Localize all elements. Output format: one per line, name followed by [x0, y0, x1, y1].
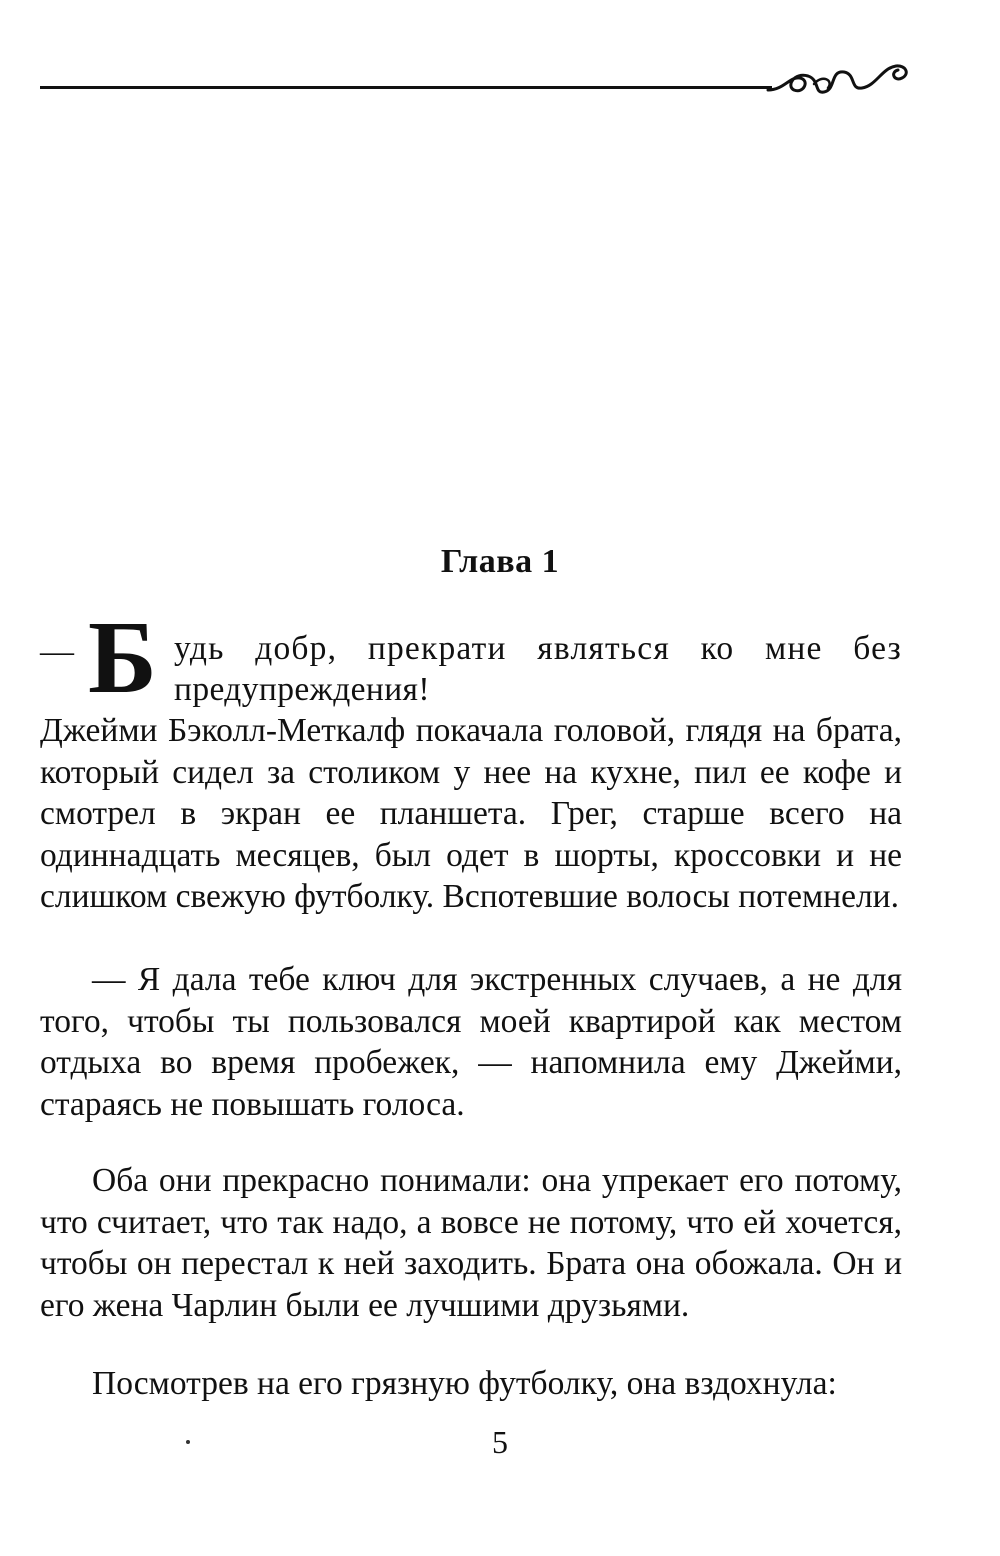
paragraph-2-block — [40, 959, 902, 1125]
paragraph-1-block — [40, 710, 902, 918]
opening-line-2: предупреждения! — [174, 671, 430, 708]
drop-cap-letter: Б — [88, 600, 157, 715]
paragraph-3-block — [40, 1160, 902, 1326]
paragraph-4: Посмотрев на его грязную футболку, она вздохнула: — [92, 1365, 837, 1402]
paragraph-4-block — [40, 1363, 902, 1405]
header-flourish-ornament — [764, 50, 914, 102]
page-number: 5 — [492, 1424, 508, 1460]
opening-line-1: удь добр, прекрати являться ко мне без — [174, 630, 902, 667]
opening-dash: — — [40, 633, 74, 670]
paragraph-3: Оба они прекрасно понимали: она упрекает его потому, что считает, что так надо, а вовсе не потому, что ей хочется, чтобы он перестал к ней заходить. Брата она обожала. Он и его жена Чарлин были ее лучшими друзьями. — [40, 1162, 902, 1324]
header-rule — [40, 86, 772, 89]
paragraph-2: — Я дала тебе ключ для экстренных случаев, а не для того, чтобы ты пользовался моей квартирой как местом отдыха во время пробежек, — напомнила ему Джейми, стараясь не повышать голоса. — [40, 961, 902, 1123]
chapter-title: Глава 1 — [440, 543, 560, 580]
paragraph-1: Джейми Бэколл-Меткалф покачала головой, глядя на брата, который сидел за столиком у нее на кухне, пил ее кофе и смотрел в экран ее планшета. Грег, старше всего на одиннадцать месяцев, был одет в шорты, кроссовки и не слишком свежую футболку. Вспотевшие волосы потемнели. — [40, 712, 902, 915]
